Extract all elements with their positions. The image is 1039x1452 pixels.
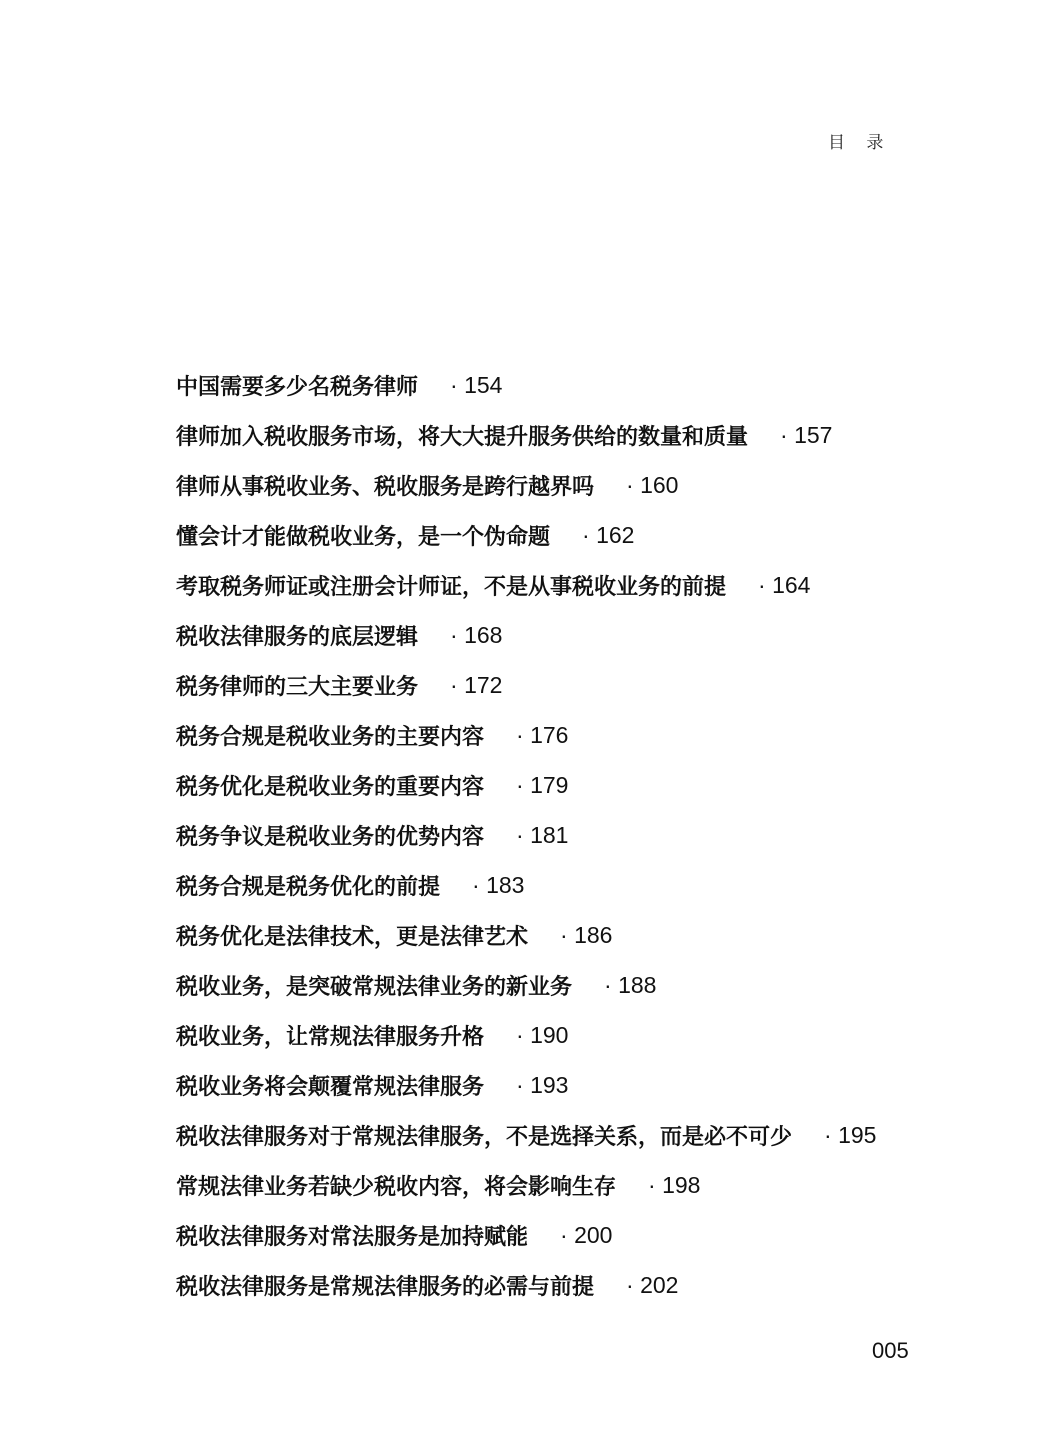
toc-entry-page: · 193 [516,1071,569,1098]
toc-entry[interactable] [176,1010,956,1060]
toc-entry[interactable] [176,1210,956,1260]
toc-entry[interactable] [176,910,956,960]
toc-entry[interactable] [176,510,956,560]
toc-entry-page: · 181 [516,821,569,848]
toc-entry-page: · 202 [626,1271,679,1298]
toc-entry[interactable] [176,860,956,910]
toc-entry[interactable] [176,660,956,710]
toc-entry-page: · 183 [472,871,525,898]
toc-entry[interactable] [176,810,956,860]
toc-entry-title: 税收法律服务对于常规法律服务，不是选择关系，而是必不可少 [176,1124,793,1150]
toc-entry-title: 常规法律业务若缺少税收内容，将会影响生存 [176,1174,617,1200]
toc-entry[interactable] [176,960,956,1010]
toc-entry-title: 律师加入税收服务市场，将大大提升服务供给的数量和质量 [176,424,749,450]
toc-entry[interactable] [176,1060,956,1110]
running-header: 目 录 [828,133,892,153]
toc-entry-page: · 186 [560,921,613,948]
toc-entry[interactable] [176,360,956,410]
toc-entry-page: · 160 [626,471,679,498]
toc-entry-page: · 198 [648,1171,701,1198]
toc-entry-title: 税务优化是法律技术，更是法律艺术 [176,924,529,950]
toc-entry[interactable] [176,1260,956,1310]
toc-entry[interactable] [176,760,956,810]
toc-entry-page: · 164 [758,571,811,598]
toc-entry-page: · 176 [516,721,569,748]
toc-entry-title: 税务优化是税收业务的重要内容 [176,774,485,800]
toc-entry-page: · 168 [450,621,503,648]
toc-entry-title: 中国需要多少名税务律师 [176,374,419,400]
toc-entry[interactable] [176,1160,956,1210]
toc-entry-page: · 179 [516,771,569,798]
table-of-contents [176,360,956,1310]
toc-entry[interactable] [176,460,956,510]
toc-entry-title: 懂会计才能做税收业务，是一个伪命题 [176,524,551,550]
toc-entry-title: 税务合规是税务优化的前提 [176,874,441,900]
toc-entry-page: · 162 [582,521,635,548]
toc-entry[interactable] [176,410,956,460]
toc-entry-title: 税收业务，是突破常规法律业务的新业务 [176,974,573,1000]
toc-entry[interactable] [176,560,956,610]
toc-entry-page: · 172 [450,671,503,698]
toc-entry-title: 税务争议是税收业务的优势内容 [176,824,485,850]
toc-entry-page: · 154 [450,371,503,398]
toc-entry[interactable] [176,710,956,760]
toc-entry[interactable] [176,610,956,660]
toc-entry-page: · 190 [516,1021,569,1048]
toc-entry-title: 税收法律服务是常规法律服务的必需与前提 [176,1274,595,1300]
toc-entry-title: 税收法律服务的底层逻辑 [176,624,419,650]
toc-entry-title: 律师从事税收业务、税收服务是跨行越界吗 [176,474,595,500]
page-number: 005 [872,1338,909,1363]
toc-entry-page: · 157 [780,421,833,448]
toc-entry-page: · 200 [560,1221,613,1248]
toc-entry[interactable] [176,1110,956,1160]
toc-entry-title: 税务律师的三大主要业务 [176,674,419,700]
toc-entry-page: · 195 [824,1121,877,1148]
toc-entry-title: 税务合规是税收业务的主要内容 [176,724,485,750]
toc-entry-title: 税收业务，让常规法律服务升格 [176,1024,485,1050]
toc-entry-page: · 188 [604,971,657,998]
toc-entry-title: 考取税务师证或注册会计师证，不是从事税收业务的前提 [176,574,727,600]
toc-entry-title: 税收业务将会颠覆常规法律服务 [176,1074,485,1100]
toc-entry-title: 税收法律服务对常法服务是加持赋能 [176,1224,529,1250]
